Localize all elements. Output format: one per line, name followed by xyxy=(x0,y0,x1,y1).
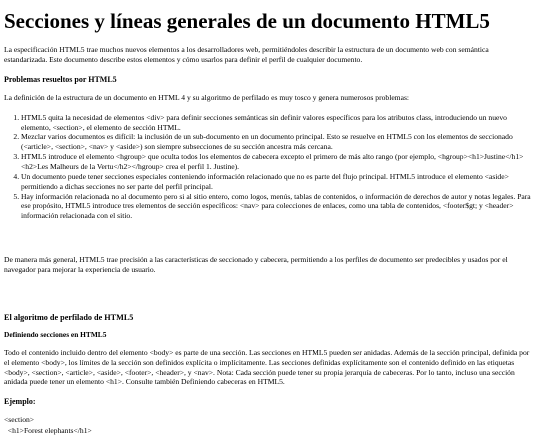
list-item: 5. Hay información relacionada no al documento pero si al sitio entero, como logos, menús, tablas de contenidos, o información de derechos de autor y notas legales. Para ese propósito, HTML5 introduce tres elementos de sección específicos: <nav> para colecciones de enlaces, como una tabla de contenidos, <footer$gt; y <header> información relacionada con el sitio. xyxy=(21,192,532,222)
example-heading: Ejemplo: xyxy=(4,397,36,407)
list-item: 4. Un documento puede tener secciones especiales conteniendo información relacionado que no es parte del flujo principal. HTML5 introduce el elemento <aside> permitiendo a dichas secciones no ser parte del perfil principal. xyxy=(21,172,532,192)
defining-sections-paragraph: Todo el contenido incluido dentro del elemento <body> es parte de una sección. Las secciones en HTML5 pueden ser anidadas. Además de la sección principal, definida por el elemento <body>, los límites de la sección son definidos explícita o implícitamente. Las secciones definidas explícitamente son el contenido definido en las etiquetas <body>, <section>, <article>, <aside>, <footer>, <header>, y <nav>. Nota: Cada sección puede tener su propia jerarquía de cabeceras. Por lo tanto, incluso una sección anidada puede tener un elemento <h1>. Consulte también Definiendo cabeceras en HTML5. xyxy=(4,347,530,387)
summary-paragraph: De manera más general, HTML5 trae precisión a las características de seccionado y cabecera, permitiendo a los perfiles de documento ser predecibles y usados por el navegador para mejorar la experiencia de usuario. xyxy=(4,255,508,274)
problems-lead-paragraph: La definición de la estructura de un documento en HTML 4 y su algoritmo de perfilado es muy tosco y genera numerosos problemas: xyxy=(4,92,410,102)
list-item: 3. HTML5 introduce el elemento <hgroup> que oculta todos los elementos de cabecera excepto el primero de más alto rango (por ejemplo, <hgroup><h1>Justine</h1><h2>Les Malheurs de la Vertu</h2></hgroup> crea el perfil 1. Justine). xyxy=(21,152,532,172)
list-item: 2. Mezclar varios documentos es difícil: la inclusión de un sub-documento en un documento principal. Esto se resuelve en HTML5 con los elementos de seccionado (<article>, <section>, <nav> y <aside>) son siempre subsecciones de su sección ancestra más cercana. xyxy=(21,132,532,152)
problems-list xyxy=(4,113,532,221)
subsection-heading-defining-sections: Definiendo secciones en HTML5 xyxy=(4,329,107,339)
section-heading-problems: Problemas resueltos por HTML5 xyxy=(4,74,117,84)
code-line: <section> xyxy=(4,415,35,425)
code-line: <h1>Forest elephants</h1> xyxy=(4,425,92,435)
page-title: Secciones y líneas generales de un documento HTML5 xyxy=(4,9,490,33)
intro-paragraph: La especificación HTML5 trae muchos nuevos elementos a los desarrolladores web, permitiéndoles describir la estructura de un documento web con semántica estandarizada. Este documento describe estos elementos y cómo usarlos para definir el perfil de cualquier documento. xyxy=(4,45,489,64)
section-heading-algorithm: El algoritmo de perfilado de HTML5 xyxy=(4,312,134,322)
list-item: 1. HTML5 quita la necesidad de elementos <div> para definir secciones semánticas sin definir valores específicos para los atributos class, introduciendo un nuevo elemento, <section>, el elemento de sección HTML. xyxy=(21,113,532,133)
